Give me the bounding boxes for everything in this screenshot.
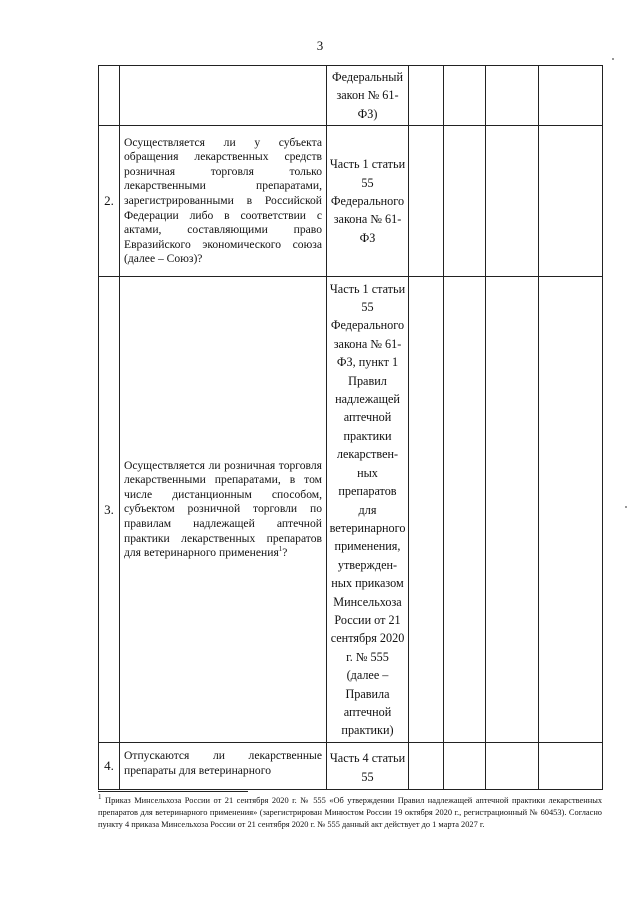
- checklist-table: [98, 65, 603, 790]
- legal-reference-cell: Часть 1 статьи 55 Федерального закона № 61-ФЗ: [327, 126, 409, 277]
- question-cell: Отпускаются ли лекарственные препараты для ветеринарного: [120, 743, 327, 790]
- legal-reference-cell: Часть 4 статьи 55: [327, 743, 409, 790]
- empty-cell: [486, 277, 539, 743]
- footnote-mark: 1: [98, 793, 102, 802]
- empty-cell: [539, 66, 603, 126]
- question-cell: [120, 277, 327, 743]
- page-number: 3: [316, 38, 324, 53]
- question-cell: [120, 66, 327, 126]
- question-suffix: ?: [282, 546, 288, 560]
- question-text: Осуществляется ли розничная торговля лекарственными препаратами, в том числе дистанционным способом, субъектом розничной торговли по правилам надлежащей аптечной практики лекарственных препаратов для ветеринарного применения: [124, 458, 322, 560]
- footnote-divider: [98, 791, 248, 792]
- table-row: [99, 126, 603, 277]
- table-row: [99, 66, 603, 126]
- empty-cell: [444, 277, 486, 743]
- empty-cell: [486, 743, 539, 790]
- table-row: [99, 743, 603, 790]
- row-number: 3.: [99, 277, 120, 743]
- scan-speck: [612, 58, 614, 60]
- empty-cell: [486, 66, 539, 126]
- empty-cell: [444, 66, 486, 126]
- empty-cell: [444, 743, 486, 790]
- scan-speck: [625, 506, 627, 508]
- empty-cell: [486, 126, 539, 277]
- empty-cell: [444, 126, 486, 277]
- table-row: [99, 277, 603, 743]
- footnote: [98, 795, 602, 830]
- empty-cell: [409, 66, 444, 126]
- empty-cell: [539, 743, 603, 790]
- empty-cell: [409, 743, 444, 790]
- legal-reference-cell: Федеральный закон № 61-ФЗ): [327, 66, 409, 126]
- legal-reference-cell: Часть 1 статьи 55 Федерального закона № 61-ФЗ, пункт 1 Правил надлежащей аптечной практики лекарствен-ных препаратов для ветеринарного применения, утвержден-ных приказом Минсельхоза России от 21 сентября 2020 г. № 555 (далее – Правила аптечной практики): [327, 277, 409, 743]
- row-number: [99, 66, 120, 126]
- row-number: 2.: [99, 126, 120, 277]
- empty-cell: [539, 277, 603, 743]
- footnote-marker: 1: [278, 545, 283, 554]
- empty-cell: [539, 126, 603, 277]
- footnote-text: Приказ Минсельхоза России от 21 сентября 2020 г. № 555 «Об утверждении Правил надлежащей аптечной практики лекарственных препаратов для ветеринарного применения» (зарегистрирован Минюстом России 19 октября 2020 г., регистрационный № 60453). Согласно пункту 4 приказа Минсельхоза России от 21 сентября 2020 г. № 555 данный акт действует до 1 марта 2027 г.: [98, 796, 603, 829]
- row-number: 4.: [99, 743, 120, 790]
- question-cell: Осуществляется ли у субъекта обращения лекарственных средств розничная торговля только лекарственными препаратами, зарегистрированными в Российской Федерации либо в соответствии с актами, составляющими право Евразийского экономического союза (далее – Союз)?: [120, 126, 327, 277]
- empty-cell: [409, 277, 444, 743]
- empty-cell: [409, 126, 444, 277]
